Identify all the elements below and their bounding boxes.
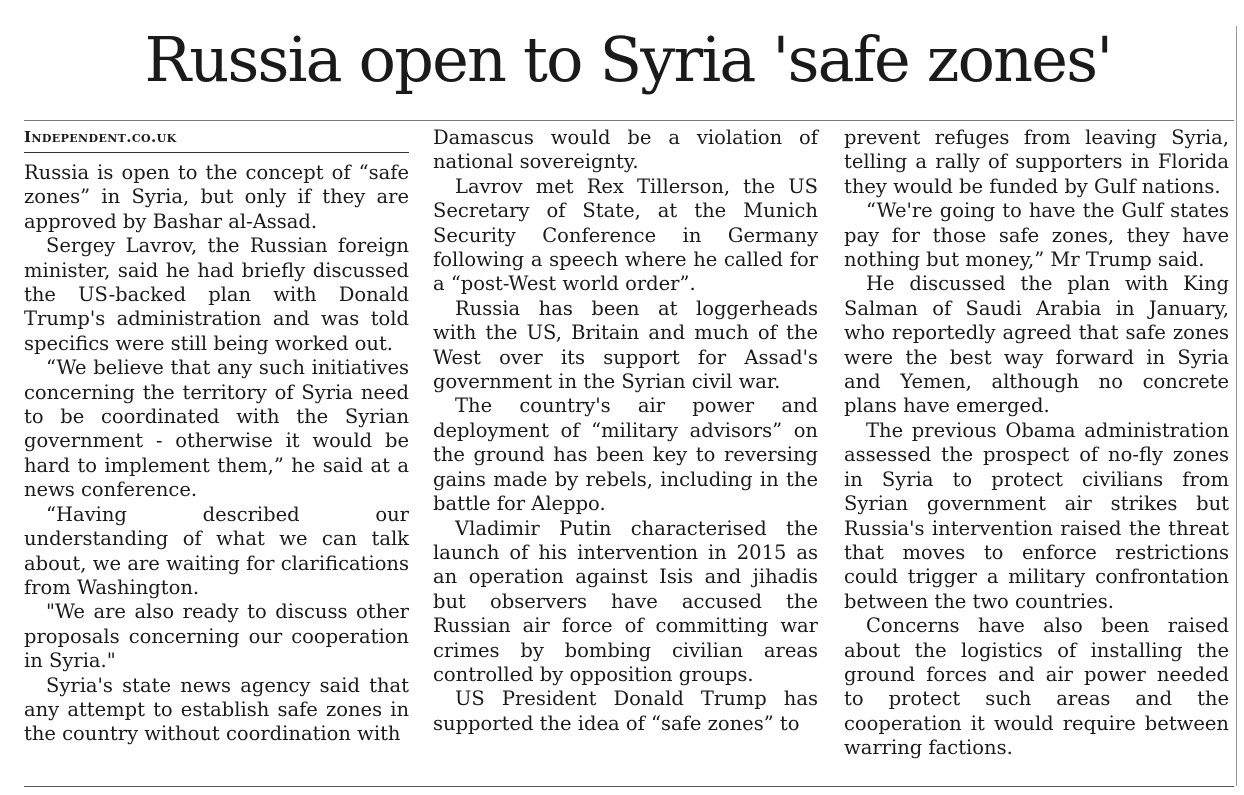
article-column-3: [844, 126, 1229, 761]
paragraph: "We are also ready to discuss other proposals concerning our cooperation in Syria.": [24, 600, 409, 673]
paragraph: He discussed the plan with King Salman of Saudi Arabia in January, who reportedly agreed that safe zones were the best way forward in Syria and Yemen, although no concrete plans have emerged.: [844, 272, 1229, 418]
paragraph: Damascus would be a violation of national sovereignty.: [433, 126, 818, 174]
paragraph: “We believe that any such initiatives concerning the territory of Syria need to be coordinated with the Syrian government - otherwise it would be hard to implement them,” he said at a news conference.: [24, 356, 409, 502]
paragraph: Concerns have also been raised about the logistics of installing the ground forces and air power needed to protect such areas and the cooperation it would require between warring factions.: [844, 614, 1229, 760]
headline-rule: [24, 120, 1234, 121]
paragraph: Lavrov met Rex Tillerson, the US Secretary of State, at the Munich Security Conference in Germany following a speech where he called for a “post-West world order”.: [433, 174, 818, 296]
paragraph: The previous Obama administration assessed the prospect of no-fly zones in Syria to protect civilians from Syrian government air strikes but Russia's intervention raised the threat that moves to enforce restrictions could trigger a military confrontation between the two countries.: [844, 418, 1229, 613]
paragraph: Syria's state news agency said that any attempt to establish safe zones in the country without coordination with: [24, 673, 409, 746]
article-column-2: [433, 126, 818, 736]
right-border-rule: [1236, 26, 1237, 786]
paragraph: Russia has been at loggerheads with the US, Britain and much of the West over its support for Assad's government in the Syrian civil war.: [433, 296, 818, 394]
paragraph: “We're going to have the Gulf states pay for those safe zones, they have nothing but money,” Mr Trump said.: [844, 199, 1229, 272]
paragraph: “Having described our understanding of what we can talk about, we are waiting for clarifications from Washington.: [24, 502, 409, 599]
paragraph: Sergey Lavrov, the Russian foreign minister, said he had briefly discussed the US-backed plan with Donald Trump's administration and was told specifics were still being worked out.: [24, 234, 409, 355]
paragraph: US President Donald Trump has supported the idea of “safe zones” to: [433, 687, 818, 735]
paragraph: prevent refuges from leaving Syria, telling a rally of supporters in Florida they would be funded by Gulf nations.: [844, 126, 1229, 198]
paragraph: The country's air power and deployment of “military advisors” on the ground has been key to reversing gains made by rebels, including in the battle for Aleppo.: [433, 394, 818, 516]
bottom-rule: [24, 786, 1234, 787]
byline: Independent.co.uk: [24, 126, 409, 153]
paragraph: Russia is open to the concept of “safe zones” in Syria, but only if they are approved by Bashar al-Assad.: [24, 161, 409, 233]
headline: Russia open to Syria 'safe zones': [144, 23, 1112, 96]
article-column-1: [24, 126, 409, 747]
paragraph: Vladimir Putin characterised the launch of his intervention in 2015 as an operation against Isis and jihadis but observers have accused the Russian air force of committing war crimes by bombing civilian areas controlled by opposition groups.: [433, 516, 818, 686]
